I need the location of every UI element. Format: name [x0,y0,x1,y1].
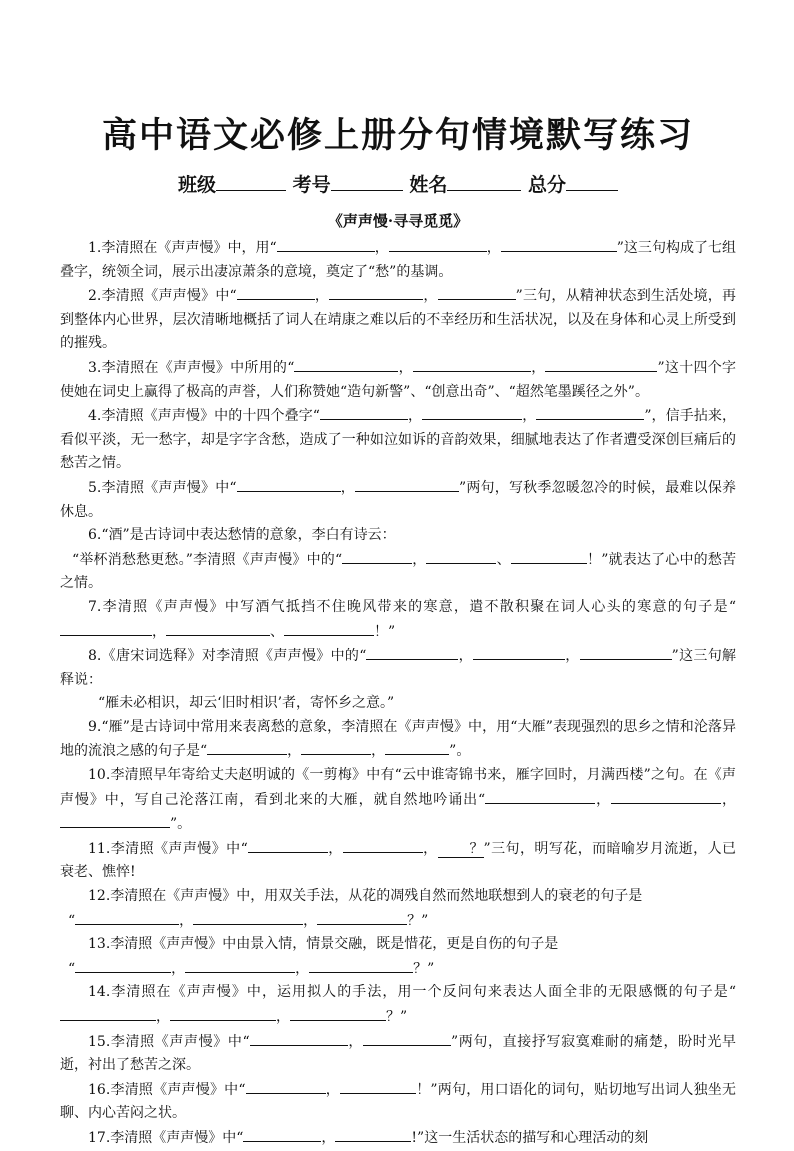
answer-blank[interactable] [335,1126,411,1142]
question-text: ？” [407,912,429,929]
answer-blank[interactable] [294,356,398,372]
answer-blank[interactable] [501,236,617,252]
answer-blank[interactable] [329,284,423,300]
question-6-continued: “举杯消愁愁更愁。”李清照《声声慢》中的“ ， 、 ！”就表达了心中的愁苦之情。 [60,548,736,596]
question-text: ”三句，从精神状态到生活处境，再到整体内心世界，层次清晰地概括了词人在靖康之难以后的不幸经历和生活状况，以及在身体和心灵上所受到的摧残。 [60,288,736,352]
question-3: 3.李清照在《声声慢》中所用的“ ， ， ”这十四个字使她在词史上赢得了极高的声誉，人们称赞她“造句新警”、“创意出奇”、“超然笔墨蹊径之外”。 [60,356,736,404]
question-text: 15.李清照《声声慢》中“ [88,1033,250,1050]
answer-blank[interactable] [193,909,303,925]
question-14: 14.李清照在《声声慢》中，运用拟人的手法，用一个反问句来表达人面全非的无限感慨的句子是“， ， ？” [60,981,736,1029]
student-info-line [60,170,736,200]
answer-blank[interactable] [75,909,179,925]
question-text: ”这三句解释说： [60,648,737,688]
answer-blank[interactable] [422,404,522,420]
answer-blank[interactable] [343,837,423,853]
answer-blank[interactable] [545,356,657,372]
answer-blank[interactable] [320,404,408,420]
question-text: 1.李清照在《声声慢》中，用“ [88,240,277,256]
answer-blank[interactable] [385,739,449,755]
class-label: 班级 [178,174,217,196]
question-text: 13.李清照《声声慢》中由景入情，情景交融，既是惜花，更是自伤的句子是 [88,936,559,953]
answer-blank[interactable] [60,620,152,636]
question-text: ”这十四个字使她在词史上赢得了极高的声誉，人们称赞她“造句新警”、“创意出奇”、“超然笔墨蹊径之外”。 [60,359,737,400]
name-label: 姓名 [409,174,448,196]
question-13 [60,933,736,957]
question-text: ”两句，写秋季忽暖忽冷的时候，最难以保养休息。 [60,479,737,520]
question-text: 17.李清照《声声慢》中“ [88,1129,244,1146]
answer-blank[interactable] [426,548,496,564]
question-9: 9.“雁”是古诗词中常用来表离愁的意象，李清照在《声声慢》中，用“大雁”表现强烈的思乡之情和沦落异地的流浪之感的句子是“ ， ， ”。 [60,718,736,760]
question-text: 5.李清照《声声慢》中“ [88,479,237,496]
answer-blank[interactable] [185,957,295,973]
answer-blank[interactable] [485,788,595,804]
answer-blank[interactable] [317,909,407,925]
question-text: ”。 [449,743,471,760]
question-2: 2.李清照《声声慢》中“ ， ， ”三句，从精神状态到生活处境，再到整体内心世界，层次清晰地概括了词人在靖康之难以后的不幸经历和生活状况，以及在身体和心灵上所受到的摧残。 [60,284,736,356]
question-15: 15.李清照《声声慢》中“ ， ”两句，直接抒写寂寞难耐的痛楚，盼时光早逝，衬出了愁苦之深。 [60,1030,736,1078]
question-text: 6.“酒”是古诗词中表达愁情的意象，李白有诗云： [88,527,396,544]
question-text: ！” [374,623,396,640]
question-text: !”这一生活状态的描写和心理活动的刻 [411,1129,649,1146]
question-text: 9.“雁”是古诗词中常用来表离愁的意象，李清照在《声声慢》中，用“大雁”表现强烈的思乡之情和沦落异地的流浪之感的句子是“ [60,718,736,760]
question-text: 16.李清照《声声慢》中“ [88,1081,246,1098]
question-text: 14.李清照在《声声慢》中，运用拟人的手法，用一个反问句来表达人面全非的无限感慨的句子是“ [88,984,736,1001]
question-text: 12.李清照在《声声慢》中，用双关手法，从花的凋残自然而然地联想到人的衰老的句子是 [88,888,643,905]
answer-blank[interactable] [389,236,487,252]
exam-no-label: 考号 [292,174,331,196]
question-12 [60,885,736,909]
question-16: 16.李清照《声声慢》中“ ， ！”两句，用口语化的词句，贴切地写出词人独坐无聊、内心苦闷之状。 [60,1078,736,1126]
question-text: ”两句，直接抒写寂寞难耐的痛楚，盼时光早逝，衬出了愁苦之深。 [60,1033,737,1074]
question-8-quote: “雁未必相识，却云‘旧时相识’者，寄怀乡之意。” [98,695,395,712]
answer-blank[interactable] [363,1030,451,1046]
question-10: 10.李清照早年寄给丈夫赵明诚的《一剪梅》中有“云中谁寄锦书来，雁字回时，月满西楼”之句。在《声声慢》中，写自己沦落江南，看到北来的大雁，就自然地吟诵出“ ， ，”。 [60,767,737,833]
section-title: 《声声慢·寻寻觅觅》 [327,212,469,230]
question-7: 7.李清照《声声慢》中写酒气抵挡不住晚风带来的寒意，遣不散积聚在词人心头的寒意的句子是“， 、 ！” [60,596,736,644]
answer-blank[interactable] [340,1078,416,1094]
score-field[interactable] [566,170,618,191]
answer-blank[interactable] [366,644,458,660]
answer-blank[interactable] [342,548,412,564]
question-8: 8.《唐宋词选释》对李清照《声声慢》中的“ ， ， ”这三句解释说： [60,644,736,692]
answer-blank[interactable] [243,1126,321,1142]
question-text: 7.李清照《声声慢》中写酒气抵挡不住晚风带来的寒意，遣不散积聚在词人心头的寒意的句子是“ [88,598,736,615]
question-text: ”三句，明写花，而暗喻岁月流逝，人已衰老、憔悴! [60,840,737,881]
answer-blank[interactable] [60,1005,156,1021]
question-text: 4.李清照《声声慢》中的十四个叠字“ [88,408,320,425]
question-text: ！”两句，用口语化的词句，贴切地写出词人独坐无聊、内心苦闷之状。 [60,1081,737,1122]
exam-no-field[interactable] [331,170,403,191]
question-11: 11.李清照《声声慢》中“ ， ， ？”三句，明写花，而暗喻岁月流逝，人已衰老、憔悴! [60,837,736,885]
answer-blank[interactable] [250,1030,348,1046]
question-text: “举杯消愁愁更愁。”李清照《声声慢》中的“ [72,551,343,568]
question-text: 8.《唐宋词选释》对李清照《声声慢》中的“ [88,648,367,665]
answer-blank[interactable] [60,812,170,828]
answer-blank[interactable] [536,404,644,420]
answer-blank[interactable] [166,620,270,636]
answer-blank[interactable] [75,957,171,973]
answer-blank[interactable]: ？ [438,842,484,858]
answer-blank[interactable] [355,476,459,492]
question-6 [60,524,736,548]
question-17: 17.李清照《声声慢》中“ ， !”这一生活状态的描写和心理活动的刻 [60,1126,736,1151]
answer-blank[interactable] [438,284,516,300]
answer-blank[interactable] [248,837,328,853]
question-text: 11.李清照《声声慢》中“ [88,840,248,857]
score-label: 总分 [527,174,566,196]
question-text: ”，信手拈来，看似平淡，无一愁字，却是字字含愁，造成了一种如泣如诉的音韵效果，细腻地表达了作者遭受深创巨痛后的愁苦之情。 [60,408,737,472]
question-text: ！”就表达了心中的愁苦之情。 [60,551,737,592]
answer-blank[interactable] [170,1005,276,1021]
answer-blank[interactable] [284,620,374,636]
answer-blank[interactable] [611,788,721,804]
question-4: 4.李清照《声声慢》中的十四个叠字“ ， ， ”，信手拈来，看似平淡，无一愁字，却是字字含愁，造成了一种如泣如诉的音韵效果，细腻地表达了作者遭受深创巨痛后的愁苦之情。 [60,404,736,476]
answer-blank[interactable] [309,957,413,973]
name-field[interactable] [447,170,521,191]
question-5: 5.李清照《声声慢》中“ ， ”两句，写秋季忽暖忽冷的时候，最难以保养休息。 [60,476,736,524]
question-text: 10.李清照早年寄给丈夫赵明诚的《一剪梅》中有“云中谁寄锦书来，雁字回时，月满西楼”之句。在《声声慢》中，写自己沦落江南，看到北来的大雁，就自然地吟诵出“ [60,767,736,808]
answer-blank[interactable] [207,739,287,755]
answer-blank[interactable] [237,284,315,300]
question-text: ？” [386,1009,408,1025]
answer-blank[interactable] [277,236,375,252]
question-12-continued: “ ， ， ？” [60,909,736,934]
question-text: 2.李清照《声声慢》中“ [88,288,237,305]
question-text: ”。 [170,816,192,833]
answer-blank[interactable] [511,548,587,564]
question-13-continued: “ ， ， ？” [60,957,736,982]
question-text: ”这三句构成了七组叠字，统领全词，展示出凄凉萧条的意境，奠定了“愁”的基调。 [60,240,737,280]
page-title: 高中语文必修上册分句情境默写练习 [101,116,694,156]
answer-blank[interactable] [473,644,565,660]
answer-blank[interactable] [290,1005,386,1021]
answer-blank[interactable] [237,476,341,492]
answer-blank[interactable] [301,739,371,755]
question-1: 1.李清照在《声声慢》中，用“ ， ， ”这三句构成了七组叠字，统领全词，展示出凄凉萧条的意境，奠定了“愁”的基调。 [60,236,736,284]
class-field[interactable] [216,170,286,191]
answer-blank[interactable] [413,356,531,372]
question-text: ？” [413,960,435,977]
question-text: 3.李清照在《声声慢》中所用的“ [88,359,295,376]
answer-blank[interactable] [580,644,672,660]
answer-blank[interactable] [246,1078,326,1094]
